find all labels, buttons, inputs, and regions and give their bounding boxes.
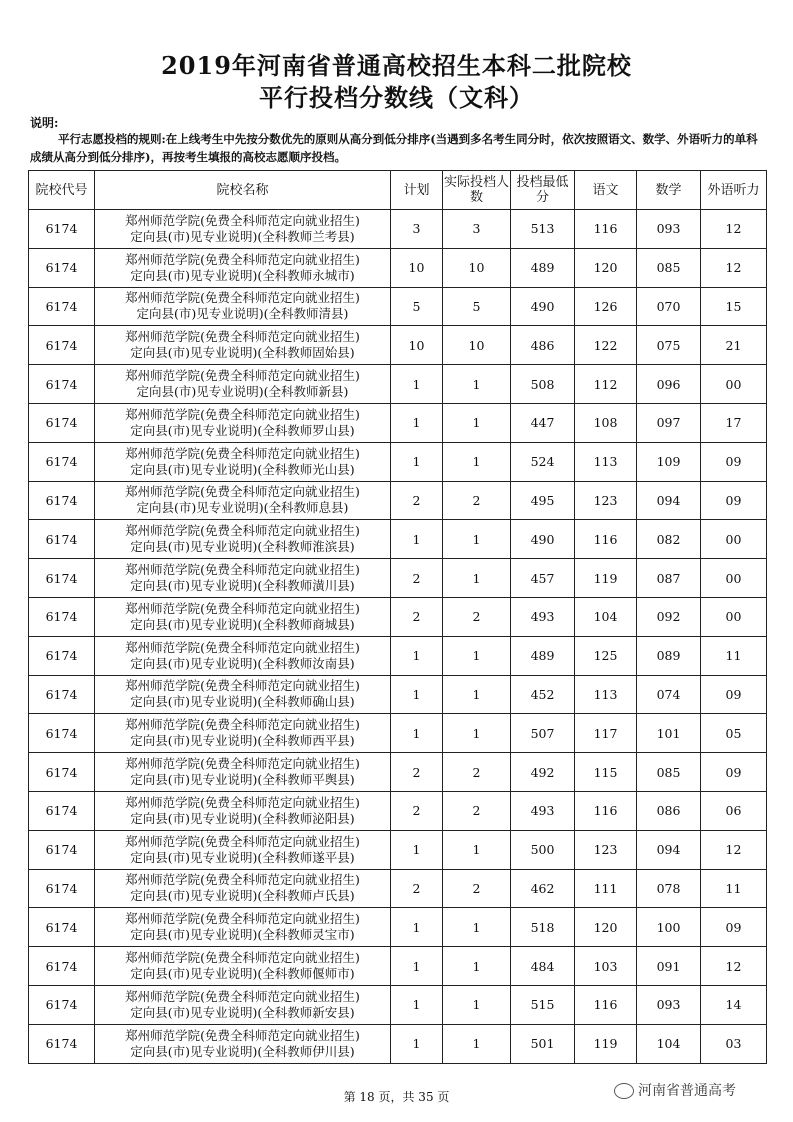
cell-code: 6174 (29, 869, 95, 908)
cell-min: 457 (511, 559, 575, 598)
cell-name (95, 210, 391, 249)
cell-min: 489 (511, 248, 575, 287)
cell-name (95, 287, 391, 326)
cell-name (95, 985, 391, 1024)
cell-name (95, 481, 391, 520)
cell-listen: 17 (701, 403, 767, 442)
cell-name (95, 559, 391, 598)
cell-chinese: 116 (575, 791, 637, 830)
name-line-1: 郑州师范学院(免费全科师范定向就业招生) (125, 212, 360, 228)
cell-name (95, 675, 391, 714)
table-row (29, 753, 767, 792)
cell-chinese: 120 (575, 908, 637, 947)
name-line-1: 郑州师范学院(免费全科师范定向就业招生) (125, 290, 360, 306)
name-line-2: 定向县(市)见专业说明)(全科教师灵宝市) (130, 927, 355, 943)
table-row (29, 326, 767, 365)
cell-chinese: 119 (575, 1024, 637, 1063)
cell-code: 6174 (29, 830, 95, 869)
cell-min: 489 (511, 636, 575, 675)
name-line-1: 郑州师范学院(免费全科师范定向就业招生) (125, 600, 360, 616)
table-row (29, 520, 767, 559)
cell-math: 085 (637, 753, 701, 792)
cell-code: 6174 (29, 403, 95, 442)
name-line-2: 定向县(市)见专业说明)(全科教师新县) (136, 384, 349, 400)
cell-chinese: 115 (575, 753, 637, 792)
cell-min: 462 (511, 869, 575, 908)
cell-name (95, 947, 391, 986)
table-row (29, 210, 767, 249)
cell-min: 524 (511, 442, 575, 481)
cell-plan: 2 (391, 597, 443, 636)
table-row (29, 442, 767, 481)
cell-actual: 1 (443, 365, 511, 404)
cell-code: 6174 (29, 714, 95, 753)
name-line-1: 郑州师范学院(免费全科师范定向就业招生) (125, 251, 360, 267)
cell-math: 070 (637, 287, 701, 326)
cell-min: 447 (511, 403, 575, 442)
name-line-2: 定向县(市)见专业说明)(全科教师永城市) (130, 267, 355, 283)
cell-plan: 1 (391, 714, 443, 753)
cell-code: 6174 (29, 520, 95, 559)
cell-math: 085 (637, 248, 701, 287)
name-line-1: 郑州师范学院(免费全科师范定向就业招生) (125, 833, 360, 849)
cell-name (95, 326, 391, 365)
table-row (29, 869, 767, 908)
cell-plan: 2 (391, 559, 443, 598)
cell-name (95, 753, 391, 792)
cell-math: 074 (637, 675, 701, 714)
name-line-2: 定向县(市)见专业说明)(全科教师卢氏县) (130, 888, 355, 904)
table-row (29, 675, 767, 714)
cell-actual: 1 (443, 947, 511, 986)
header-math: 数学 (637, 171, 701, 210)
cell-actual: 2 (443, 753, 511, 792)
cell-listen: 00 (701, 597, 767, 636)
name-line-2: 定向县(市)见专业说明)(全科教师新安县) (130, 1004, 355, 1020)
cell-min: 492 (511, 753, 575, 792)
cell-plan: 1 (391, 908, 443, 947)
cell-name (95, 520, 391, 559)
cell-listen: 14 (701, 985, 767, 1024)
cell-listen: 12 (701, 210, 767, 249)
cell-chinese: 119 (575, 559, 637, 598)
cell-actual: 1 (443, 442, 511, 481)
cell-code: 6174 (29, 675, 95, 714)
cell-listen: 00 (701, 559, 767, 598)
cell-name (95, 869, 391, 908)
cell-chinese: 116 (575, 985, 637, 1024)
name-line-1: 郑州师范学院(免费全科师范定向就业招生) (125, 872, 360, 888)
cell-name (95, 830, 391, 869)
cell-code: 6174 (29, 597, 95, 636)
cell-listen: 12 (701, 830, 767, 869)
cell-code: 6174 (29, 481, 95, 520)
cell-math: 092 (637, 597, 701, 636)
cell-min: 508 (511, 365, 575, 404)
cell-min: 495 (511, 481, 575, 520)
cell-chinese: 111 (575, 869, 637, 908)
cell-min: 513 (511, 210, 575, 249)
header-code: 院校代号 (29, 171, 95, 210)
cell-actual: 1 (443, 908, 511, 947)
table-row (29, 908, 767, 947)
name-line-1: 郑州师范学院(免费全科师范定向就业招生) (125, 484, 360, 500)
cell-code: 6174 (29, 559, 95, 598)
cell-chinese: 123 (575, 830, 637, 869)
cell-min: 490 (511, 287, 575, 326)
cell-listen: 00 (701, 520, 767, 559)
cell-listen: 09 (701, 908, 767, 947)
cell-min: 452 (511, 675, 575, 714)
name-line-2: 定向县(市)见专业说明)(全科教师潢川县) (130, 578, 355, 594)
cell-plan: 10 (391, 326, 443, 365)
cell-plan: 1 (391, 520, 443, 559)
cell-code: 6174 (29, 287, 95, 326)
cell-min: 484 (511, 947, 575, 986)
cell-math: 100 (637, 908, 701, 947)
wechat-icon (614, 1083, 634, 1099)
watermark-text: 河南省普通高考 (638, 1083, 736, 1099)
cell-chinese: 123 (575, 481, 637, 520)
cell-math: 082 (637, 520, 701, 559)
cell-listen: 12 (701, 248, 767, 287)
cell-plan: 1 (391, 442, 443, 481)
cell-name (95, 636, 391, 675)
cell-actual: 10 (443, 248, 511, 287)
name-line-2: 定向县(市)见专业说明)(全科教师商城县) (130, 616, 355, 632)
cell-actual: 1 (443, 675, 511, 714)
cell-plan: 1 (391, 365, 443, 404)
cell-chinese: 113 (575, 675, 637, 714)
cell-min: 500 (511, 830, 575, 869)
cell-chinese: 116 (575, 210, 637, 249)
cell-code: 6174 (29, 791, 95, 830)
cell-math: 104 (637, 1024, 701, 1063)
name-line-1: 郑州师范学院(免费全科师范定向就业招生) (125, 639, 360, 655)
cell-listen: 12 (701, 947, 767, 986)
cell-actual: 1 (443, 559, 511, 598)
cell-plan: 2 (391, 753, 443, 792)
cell-code: 6174 (29, 908, 95, 947)
header-chinese: 语文 (575, 171, 637, 210)
name-line-2: 定向县(市)见专业说明)(全科教师平舆县) (130, 772, 355, 788)
cell-listen: 05 (701, 714, 767, 753)
name-line-1: 郑州师范学院(免费全科师范定向就业招生) (125, 1027, 360, 1043)
cell-name (95, 248, 391, 287)
name-line-1: 郑州师范学院(免费全科师范定向就业招生) (125, 329, 360, 345)
cell-min: 515 (511, 985, 575, 1024)
name-line-2: 定向县(市)见专业说明)(全科教师西平县) (130, 733, 355, 749)
cell-name (95, 403, 391, 442)
cell-plan: 1 (391, 403, 443, 442)
cell-actual: 10 (443, 326, 511, 365)
cell-plan: 1 (391, 830, 443, 869)
cell-min: 493 (511, 791, 575, 830)
cell-actual: 3 (443, 210, 511, 249)
header-listening: 外语听力 (701, 171, 767, 210)
cell-name (95, 791, 391, 830)
cell-listen: 03 (701, 1024, 767, 1063)
cell-plan: 1 (391, 675, 443, 714)
table-row (29, 985, 767, 1024)
table-header-row (29, 171, 767, 210)
table-row (29, 791, 767, 830)
name-line-2: 定向县(市)见专业说明)(全科教师固始县) (130, 345, 355, 361)
cell-math: 087 (637, 559, 701, 598)
cell-plan: 1 (391, 947, 443, 986)
name-line-1: 郑州师范学院(免费全科师范定向就业招生) (125, 717, 360, 733)
header-min: 投档最低分 (511, 171, 575, 210)
cell-math: 078 (637, 869, 701, 908)
name-line-1: 郑州师范学院(免费全科师范定向就业招生) (125, 368, 360, 384)
table-row (29, 636, 767, 675)
cell-actual: 2 (443, 597, 511, 636)
table-row (29, 481, 767, 520)
cell-math: 096 (637, 365, 701, 404)
cell-math: 101 (637, 714, 701, 753)
cell-actual: 1 (443, 520, 511, 559)
cell-listen: 09 (701, 442, 767, 481)
cell-math: 075 (637, 326, 701, 365)
cell-chinese: 103 (575, 947, 637, 986)
name-line-1: 郑州师范学院(免费全科师范定向就业招生) (125, 406, 360, 422)
cell-min: 507 (511, 714, 575, 753)
table-row (29, 287, 767, 326)
cell-listen: 21 (701, 326, 767, 365)
cell-math: 109 (637, 442, 701, 481)
header-actual: 实际投档人数 (443, 171, 511, 210)
cell-chinese: 113 (575, 442, 637, 481)
cell-actual: 1 (443, 985, 511, 1024)
cell-name (95, 365, 391, 404)
cell-math: 093 (637, 210, 701, 249)
name-line-1: 郑州师范学院(免费全科师范定向就业招生) (125, 445, 360, 461)
cell-plan: 2 (391, 791, 443, 830)
cell-actual: 5 (443, 287, 511, 326)
header-plan: 计划 (391, 171, 443, 210)
cell-chinese: 122 (575, 326, 637, 365)
cell-actual: 1 (443, 636, 511, 675)
cell-listen: 09 (701, 753, 767, 792)
cell-actual: 1 (443, 403, 511, 442)
name-line-2: 定向县(市)见专业说明)(全科教师罗山县) (130, 422, 355, 438)
name-line-1: 郑州师范学院(免费全科师范定向就业招生) (125, 756, 360, 772)
name-line-1: 郑州师范学院(免费全科师范定向就业招生) (125, 562, 360, 578)
cell-min: 486 (511, 326, 575, 365)
name-line-1: 郑州师范学院(免费全科师范定向就业招生) (125, 988, 360, 1004)
cell-plan: 3 (391, 210, 443, 249)
cell-chinese: 116 (575, 520, 637, 559)
name-line-1: 郑州师范学院(免费全科师范定向就业招生) (125, 678, 360, 694)
cell-code: 6174 (29, 210, 95, 249)
cell-code: 6174 (29, 985, 95, 1024)
cell-name (95, 908, 391, 947)
cell-math: 086 (637, 791, 701, 830)
table-row (29, 559, 767, 598)
cell-chinese: 126 (575, 287, 637, 326)
cell-listen: 00 (701, 365, 767, 404)
cell-plan: 1 (391, 1024, 443, 1063)
table-row (29, 1024, 767, 1063)
cell-math: 091 (637, 947, 701, 986)
cell-min: 490 (511, 520, 575, 559)
cell-plan: 1 (391, 636, 443, 675)
table-row (29, 947, 767, 986)
name-line-1: 郑州师范学院(免费全科师范定向就业招生) (125, 794, 360, 810)
cell-name (95, 442, 391, 481)
cell-min: 501 (511, 1024, 575, 1063)
cell-math: 097 (637, 403, 701, 442)
cell-code: 6174 (29, 947, 95, 986)
note-text: 平行志愿投档的规则:在上线考生中先按分数优先的原则从高分到低分排序(当遇到多名考生同分时，依次按照语文、数学、外语听力的单科成绩从高分到低分排序)，再按考生填报的高校志愿顺序投档。 (30, 132, 758, 164)
cell-math: 094 (637, 481, 701, 520)
cell-actual: 2 (443, 791, 511, 830)
cell-plan: 2 (391, 481, 443, 520)
name-line-1: 郑州师范学院(免费全科师范定向就业招生) (125, 950, 360, 966)
score-table (28, 170, 767, 1064)
name-line-2: 定向县(市)见专业说明)(全科教师汝南县) (130, 655, 355, 671)
cell-math: 094 (637, 830, 701, 869)
cell-name (95, 1024, 391, 1063)
name-line-2: 定向县(市)见专业说明)(全科教师伊川县) (130, 1043, 355, 1059)
cell-chinese: 120 (575, 248, 637, 287)
name-line-2: 定向县(市)见专业说明)(全科教师确山县) (130, 694, 355, 710)
cell-actual: 2 (443, 869, 511, 908)
name-line-1: 郑州师范学院(免费全科师范定向就业招生) (125, 523, 360, 539)
cell-code: 6174 (29, 442, 95, 481)
name-line-2: 定向县(市)见专业说明)(全科教师遂平县) (130, 849, 355, 865)
name-line-2: 定向县(市)见专业说明)(全科教师偃师市) (130, 966, 355, 982)
cell-chinese: 104 (575, 597, 637, 636)
header-name: 院校名称 (95, 171, 391, 210)
table-row (29, 714, 767, 753)
cell-chinese: 117 (575, 714, 637, 753)
cell-chinese: 108 (575, 403, 637, 442)
note-label: 说明: (30, 116, 59, 130)
cell-listen: 11 (701, 636, 767, 675)
cell-listen: 15 (701, 287, 767, 326)
cell-listen: 06 (701, 791, 767, 830)
cell-actual: 1 (443, 830, 511, 869)
wechat-watermark (614, 1080, 736, 1100)
table-row (29, 365, 767, 404)
cell-listen: 09 (701, 481, 767, 520)
name-line-2: 定向县(市)见专业说明)(全科教师清县) (136, 306, 349, 322)
name-line-2: 定向县(市)见专业说明)(全科教师光山县) (130, 461, 355, 477)
cell-name (95, 597, 391, 636)
cell-min: 518 (511, 908, 575, 947)
cell-code: 6174 (29, 636, 95, 675)
name-line-2: 定向县(市)见专业说明)(全科教师淮滨县) (130, 539, 355, 555)
name-line-2: 定向县(市)见专业说明)(全科教师息县) (136, 500, 349, 516)
cell-actual: 2 (443, 481, 511, 520)
table-row (29, 597, 767, 636)
table-row (29, 403, 767, 442)
cell-plan: 1 (391, 985, 443, 1024)
cell-listen: 09 (701, 675, 767, 714)
cell-code: 6174 (29, 326, 95, 365)
page-title: 2019年河南省普通高校招生本科二批院校 (161, 51, 632, 80)
cell-code: 6174 (29, 1024, 95, 1063)
page-footer: 第 18 页，共 35 页 (343, 1090, 450, 1104)
cell-actual: 1 (443, 714, 511, 753)
name-line-2: 定向县(市)见专业说明)(全科教师兰考县) (130, 228, 355, 244)
table-row (29, 248, 767, 287)
cell-plan: 2 (391, 869, 443, 908)
cell-actual: 1 (443, 1024, 511, 1063)
name-line-1: 郑州师范学院(免费全科师范定向就业招生) (125, 911, 360, 927)
cell-listen: 11 (701, 869, 767, 908)
cell-math: 089 (637, 636, 701, 675)
cell-math: 093 (637, 985, 701, 1024)
cell-chinese: 125 (575, 636, 637, 675)
cell-min: 493 (511, 597, 575, 636)
table-row (29, 830, 767, 869)
cell-name (95, 714, 391, 753)
cell-plan: 5 (391, 287, 443, 326)
cell-code: 6174 (29, 365, 95, 404)
cell-code: 6174 (29, 248, 95, 287)
cell-chinese: 112 (575, 365, 637, 404)
page-subtitle: 平行投档分数线（文科） (259, 83, 534, 112)
cell-plan: 10 (391, 248, 443, 287)
cell-code: 6174 (29, 753, 95, 792)
name-line-2: 定向县(市)见专业说明)(全科教师泌阳县) (130, 810, 355, 826)
